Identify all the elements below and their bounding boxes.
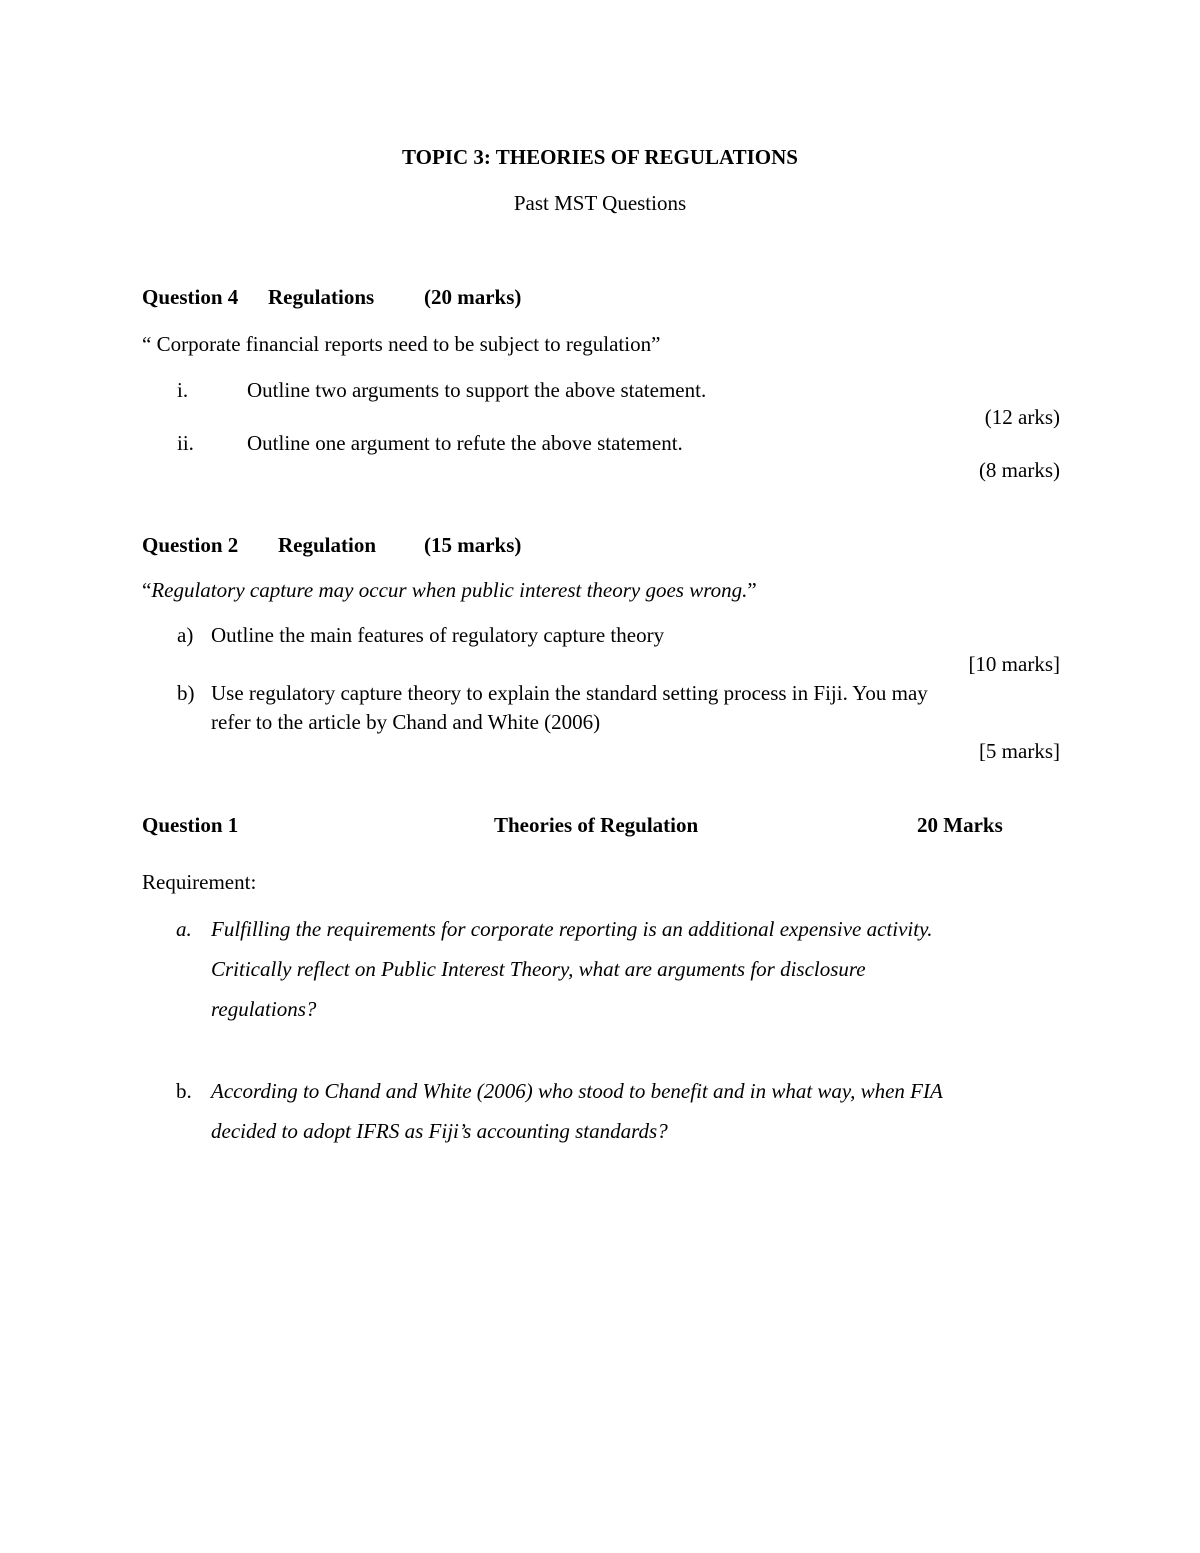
- question-2-item-b-text-line2: refer to the article by Chand and White (2006): [211, 710, 601, 734]
- question-4-item-ii-text: Outline one argument to refute the above statement.: [247, 431, 683, 455]
- question-1-item-a-line1: Fulfilling the requirements for corporate reporting is an additional expensive activity.: [211, 917, 933, 941]
- question-1-item-b-line2: decided to adopt IFRS as Fiji’s accounting standards?: [211, 1119, 668, 1143]
- question-4-topic: Regulations: [268, 285, 375, 309]
- question-1-item-b-label: b.: [176, 1079, 192, 1103]
- question-1-item-a-label: a.: [176, 917, 192, 941]
- page-title: TOPIC 3: THEORIES OF REGULATIONS: [402, 145, 798, 169]
- question-1-item-a-line2: Critically reflect on Public Interest Theory, what are arguments for disclosure: [211, 957, 866, 981]
- question-4-item-i-text: Outline two arguments to support the above statement.: [247, 378, 707, 402]
- question-1-item-b-line1: According to Chand and White (2006) who stood to benefit and in what way, when FIA: [211, 1079, 943, 1103]
- question-1-number: Question 1: [142, 813, 239, 837]
- question-2-number: Question 2: [142, 533, 239, 557]
- question-2-item-a-marks: [10 marks]: [968, 652, 1060, 676]
- question-2-item-b-text-line1: Use regulatory capture theory to explain the standard setting process in Fiji. You may: [211, 681, 928, 705]
- question-4-item-ii-marks: (8 marks): [978, 458, 1060, 482]
- question-1-topic: Theories of Regulation: [494, 813, 699, 837]
- question-4-item-ii-label: ii.: [177, 431, 194, 455]
- question-4-quote: “ Corporate financial reports need to be subject to regulation”: [142, 332, 661, 356]
- question-2-quote: [142, 580, 757, 601]
- question-4-item-i-marks: (12 arks): [984, 405, 1060, 429]
- question-4-item-i-label: i.: [177, 378, 189, 402]
- quote-text: Regulatory capture may occur when public interest theory goes wrong.: [151, 578, 748, 602]
- question-4-number: Question 4: [142, 285, 239, 309]
- question-2-topic: Regulation: [278, 533, 377, 557]
- question-2-item-a-label: a): [177, 623, 194, 647]
- question-2-item-a-text: Outline the main features of regulatory capture theory: [211, 623, 665, 647]
- quote-close-mark: ”: [747, 578, 757, 602]
- requirement-label: Requirement:: [142, 870, 257, 894]
- quote-open-mark: “: [142, 578, 152, 602]
- question-2-marks: (15 marks): [424, 533, 522, 557]
- question-2-item-b-label: b): [177, 681, 195, 705]
- question-1-marks: 20 Marks: [917, 813, 1003, 837]
- question-2-item-b-marks: [5 marks]: [978, 739, 1060, 763]
- page-subtitle: Past MST Questions: [513, 191, 687, 215]
- question-1-item-a-line3: regulations?: [211, 997, 317, 1021]
- question-4-marks: (20 marks): [424, 285, 522, 309]
